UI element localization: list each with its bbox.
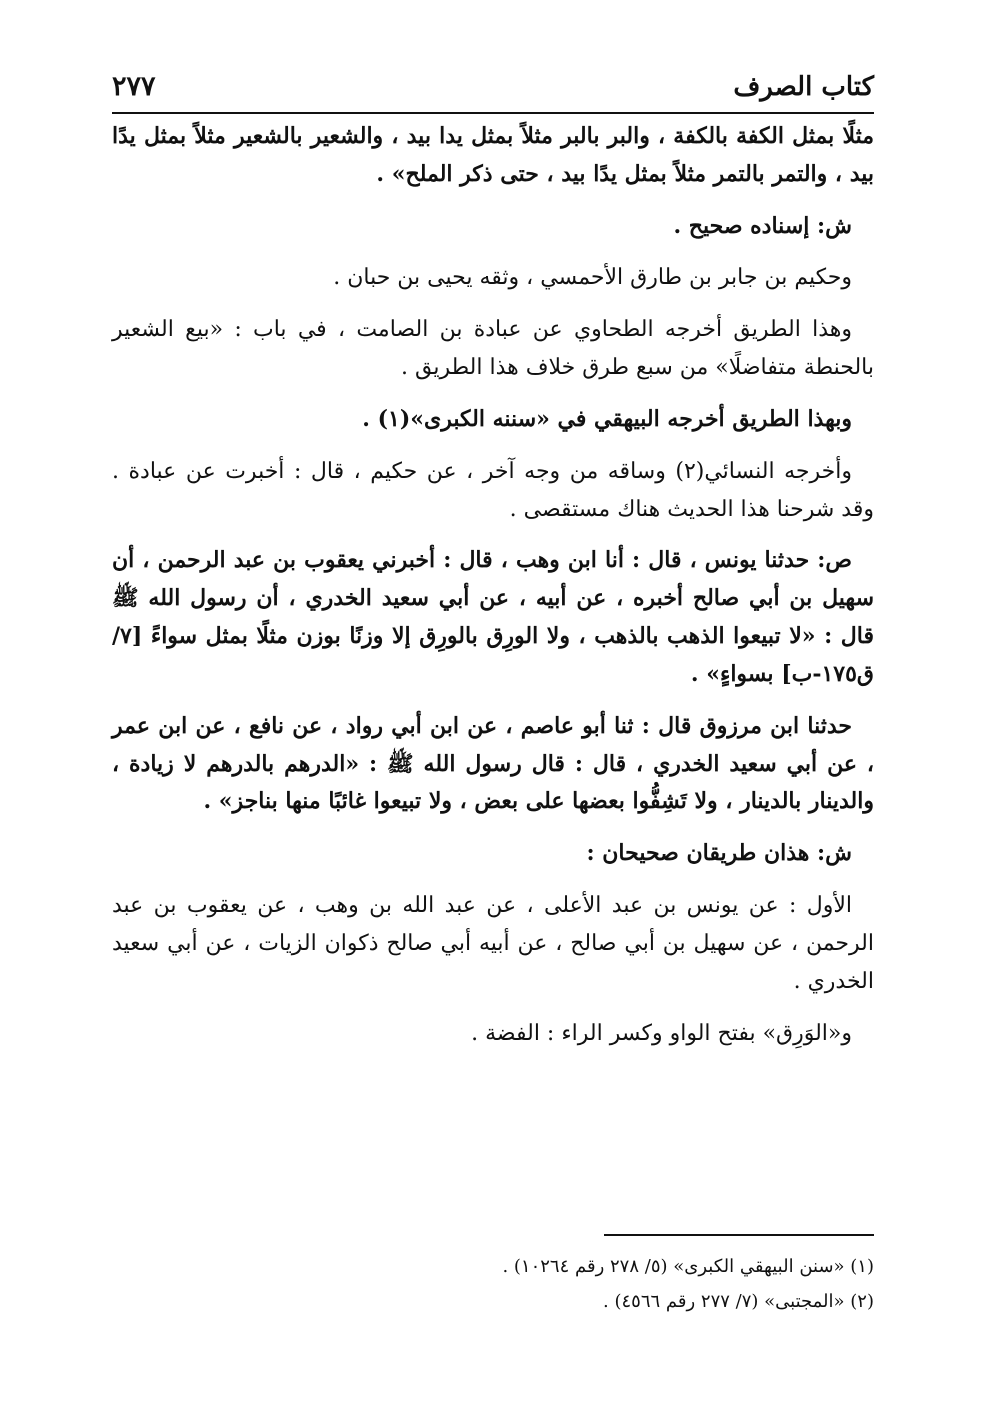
paragraph-7: ص: حدثنا يونس ، قال : أنا ابن وهب ، قال : أخبرني يعقوب بن عبد الرحمن ، أن سهيل بن أبي صالح أخبره ، عن أبيه ، عن أبي سعيد الخدري ، أن رسول الله ﷺ قال : «لا تبيعوا الذهب بالذهب ، ولا الورِق بالورِق إلا وزنًا بوزن مثلًا بمثل سواءً [٧/ ق١٧٥-ب] بسواءٍ» .	[112, 547, 874, 687]
paragraph-10: الأول : عن يونس بن عبد الأعلى ، عن عبد الله بن وهب ، عن يعقوب بن عبد الرحمن ، عن سهيل بن أبي صالح ، عن أبيه أبي صالح ذكوان الزيات ، عن أبي سعيد الخدري .	[112, 893, 874, 994]
paragraph-3: وحكيم بن جابر بن طارق الأحمسي ، وثقه يحيى بن حبان .	[333, 265, 852, 291]
paragraph-4: وهذا الطريق أخرجه الطحاوي عن عبادة بن الصامت ، في باب : «بيع الشعير بالحنطة متفاضلًا» من سبع طرق خلاف هذا الطريق .	[112, 317, 874, 381]
paragraph-9: ش: هذان طريقان صحيحان :	[586, 840, 852, 867]
footnotes	[112, 1252, 874, 1322]
page-header	[112, 50, 874, 114]
paragraph-2: ش: إسناده صحيح .	[673, 212, 852, 239]
paragraph-5: وبهذا الطريق أخرجه البيهقي في «سننه الكبرى»(١) .	[362, 405, 852, 432]
footnote-1: (١) «سنن البيهقي الكبرى» (٥/ ٢٧٨ رقم ١٠٢٦٤) .	[502, 1256, 874, 1277]
page-number: ٢٧٧	[112, 71, 156, 103]
paragraph-8: حدثنا ابن مرزوق قال : ثنا أبو عاصم ، عن ابن أبي رواد ، عن نافع ، عن ابن عمر ، عن أبي سعيد الخدري ، قال : قال رسول الله ﷺ : «الدرهم بالدرهم لا زيادة ، والدينار بالدينار ، ولا تَشِفُّوا بعضها على بعض ، ولا تبيعوا غائبًا منها بناجز» .	[112, 712, 874, 815]
running-title: كتاب الصرف	[733, 72, 874, 103]
paragraph-6: وأخرجه النسائي(٢) وساقه من وجه آخر ، عن حكيم ، قال : أخبرت عن عبادة . وقد شرحنا هذا الحديث هناك مستقصى .	[112, 458, 874, 522]
footnote-2: (٢) «المجتبى» (٧/ ٢٧٧ رقم ٤٥٦٦) .	[603, 1290, 874, 1312]
main-text	[112, 118, 874, 1066]
paragraph-1: مثلًا بمثل الكفة بالكفة ، والبر بالبر مثلاً بمثل يدا بيد ، والشعير بالشعير مثلاً بمثل يدًا بيد ، والتمر بالتمر مثلاً بمثل يدًا بيد ، حتى ذكر الملح» .	[112, 123, 874, 187]
footnote-divider	[604, 1234, 874, 1236]
paragraph-11: و«الوَرِق» بفتح الواو وكسر الراء : الفضة .	[471, 1020, 852, 1046]
